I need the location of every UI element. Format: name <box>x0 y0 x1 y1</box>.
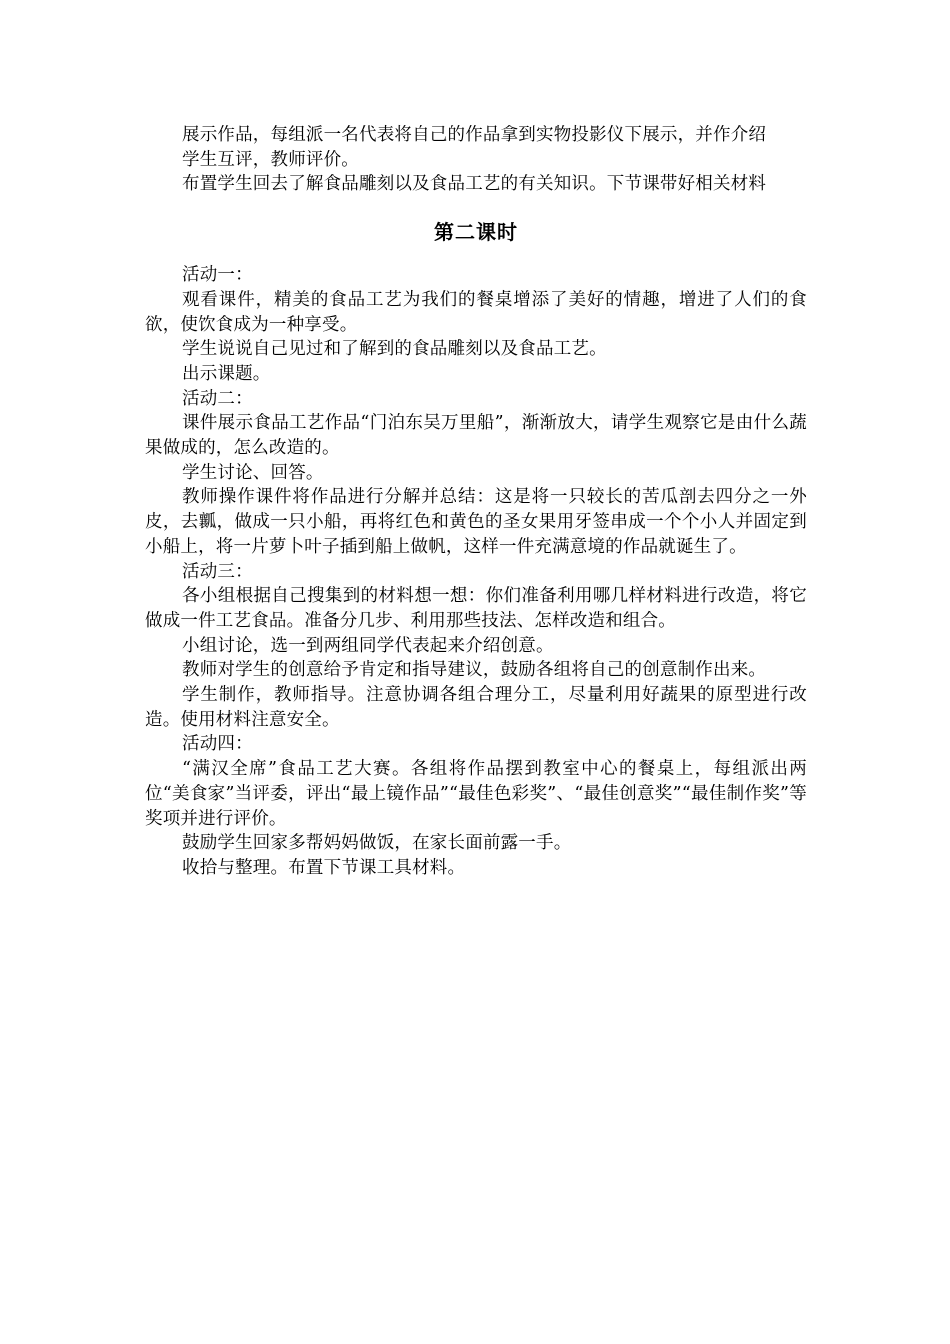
body-paragraph: 观看课件，精美的食品工艺为我们的餐桌增添了美好的情趣，增进了人们的食欲，使饮食成为一种享受。 <box>145 289 807 335</box>
body-paragraph: 收拾与整理。布置下节课工具材料。 <box>182 857 466 878</box>
body-paragraph: 教师对学生的创意给予肯定和指导建议，鼓励各组将自己的创意制作出来。 <box>182 660 767 681</box>
intro-paragraph: 展示作品，每组派一名代表将自己的作品拿到实物投影仪下展示，并作介绍 <box>182 125 767 145</box>
body-paragraph: 学生讨论、回答。 <box>182 462 324 483</box>
body-paragraph: 小组讨论，选一到两组同学代表起来介绍创意。 <box>182 635 554 656</box>
intro-paragraph: 学生互评，教师评价。 <box>182 149 359 170</box>
activity-heading: 活动一： <box>182 265 253 286</box>
body-paragraph: “满汉全席”食品工艺大赛。各组将作品摆到教室中心的餐桌上，每组派出两位“美食家”当评委，评出“最上镜作品”“最佳色彩奖”、“最佳创意奖”“最佳制作奖”等奖项并进行评价。 <box>145 759 807 829</box>
body-paragraph: 学生说说自己见过和了解到的食品雕刻以及食品工艺。 <box>182 339 607 360</box>
section-title: 第二课时 <box>434 220 518 245</box>
body-paragraph: 课件展示食品工艺作品“门泊东吴万里船”，渐渐放大，请学生观察它是由什么蔬果做成的，怎么改造的。 <box>145 413 807 459</box>
body-paragraph: 教师操作课件将作品进行分解并总结：这是将一只较长的苦瓜剖去四分之一外皮，去瓤，做成一只小船，再将红色和黄色的圣女果用牙签串成一个个小人并固定到小船上，将一片萝卜叶子插到船上做帆，这样一件充满意境的作品就诞生了。 <box>145 487 807 557</box>
activity-heading: 活动二： <box>182 388 253 409</box>
intro-paragraph: 布置学生回去了解食品雕刻以及食品工艺的有关知识。下节课带好相关材料 <box>182 174 767 195</box>
document-page <box>145 123 807 881</box>
body-paragraph: 出示课题。 <box>182 363 271 384</box>
body-paragraph: 鼓励学生回家多帮妈妈做饭，在家长面前露一手。 <box>182 833 572 854</box>
body-paragraph: 学生制作，教师指导。注意协调各组合理分工，尽量利用好蔬果的原型进行改造。使用材料注意安全。 <box>145 685 807 730</box>
body-paragraph: 各小组根据自己搜集到的材料想一想：你们准备利用哪几样材料进行改造，将它做成一件工艺食品。准备分几步、利用那些技法、怎样改造和组合。 <box>145 586 807 631</box>
activity-heading: 活动三： <box>182 561 253 582</box>
activity-heading: 活动四： <box>182 734 253 755</box>
